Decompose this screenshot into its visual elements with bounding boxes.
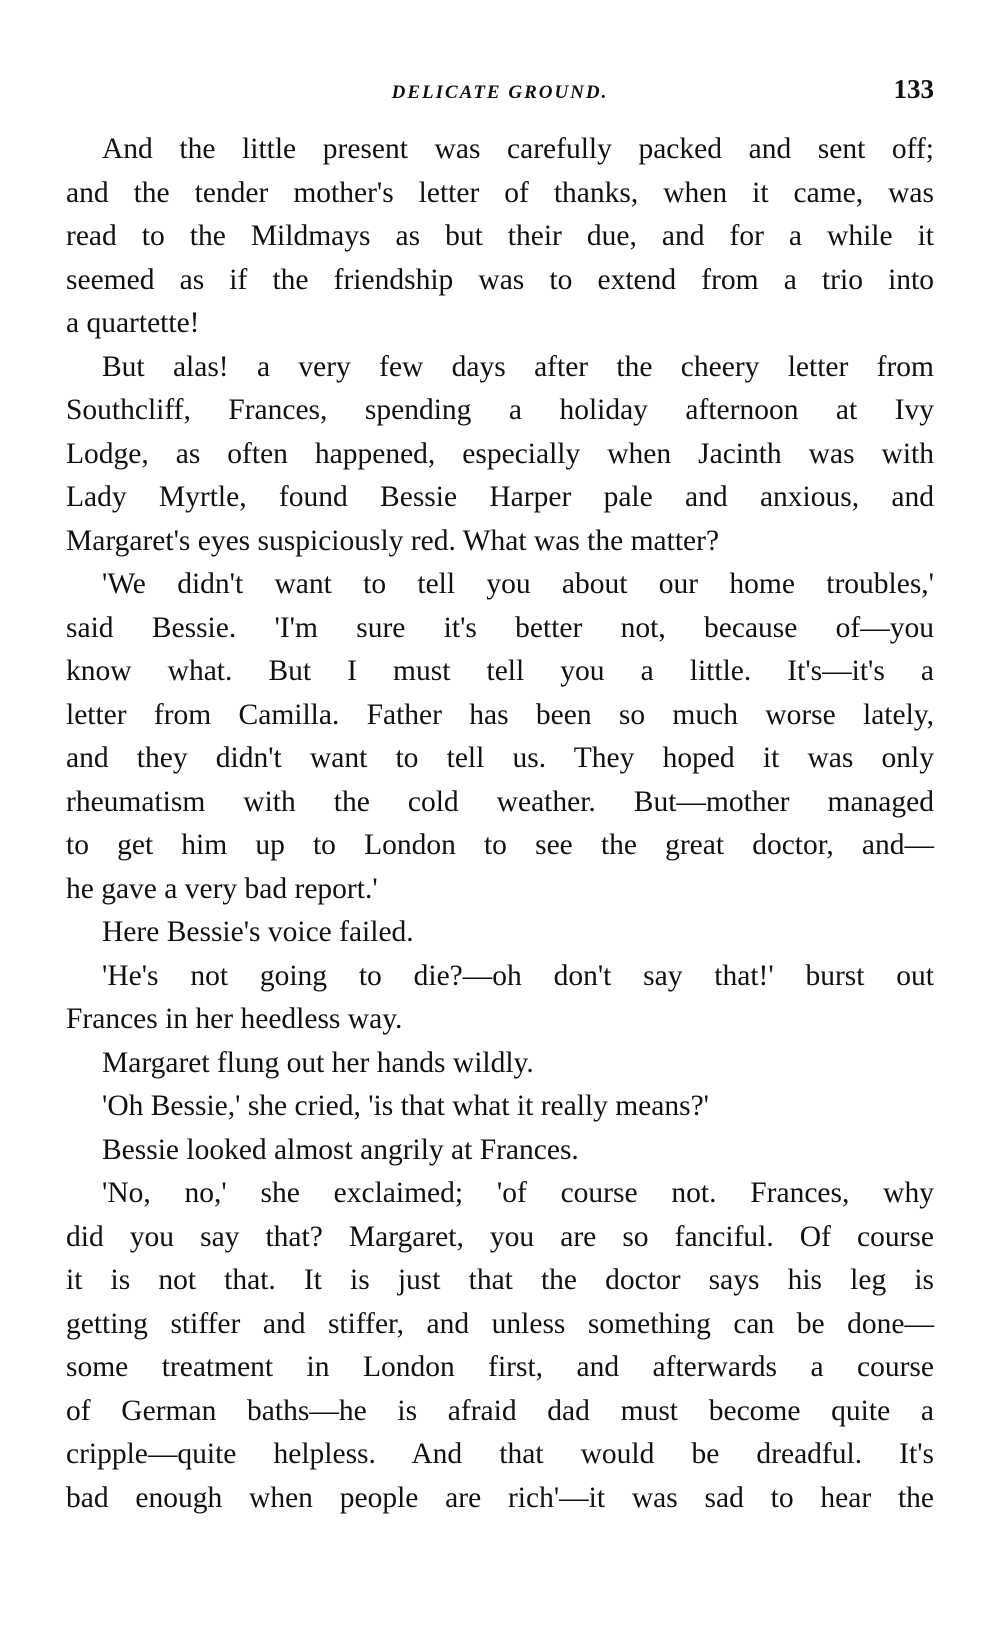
text-line: bad enough when people are rich'—it was sad to hear the: [66, 1481, 934, 1514]
text-line: and they didn't want to tell us. They hoped it was only: [66, 742, 934, 774]
text-line: But alas! a very few days after the cheery letter from: [102, 350, 934, 383]
text-line: rheumatism with the cold weather. But—mother managed: [66, 785, 934, 818]
text-line: Margaret flung out her hands wildly.: [102, 1046, 534, 1079]
text-line: Here Bessie's voice failed.: [102, 916, 414, 948]
text-line: Lady Myrtle, found Bessie Harper pale and anxious, and: [66, 481, 934, 513]
text-line: Southcliff, Frances, spending a holiday afternoon at Ivy: [66, 394, 934, 426]
running-head: [66, 74, 934, 114]
text-line: Bessie looked almost angrily at Frances.: [102, 1133, 579, 1166]
text-line: did you say that? Margaret, you are so fanciful. Of course: [66, 1220, 934, 1253]
text-line: And the little present was carefully packed and sent off;: [102, 133, 934, 165]
text-line: 'Oh Bessie,' she cried, 'is that what it really means?': [102, 1090, 709, 1122]
text-line: said Bessie. 'I'm sure it's better not, because of—you: [66, 611, 934, 644]
text-line: letter from Camilla. Father has been so much worse lately,: [66, 698, 934, 731]
text-line: a quartette!: [66, 307, 200, 339]
running-title: DELICATE GROUND.: [391, 82, 609, 103]
text-line: read to the Mildmays as but their due, and for a while it: [66, 220, 934, 252]
text-line: 'We didn't want to tell you about our home troubles,': [102, 568, 934, 600]
text-line: some treatment in London first, and afterwards a course: [66, 1351, 934, 1383]
text-line: and the tender mother's letter of thanks, when it came, was: [66, 176, 934, 209]
body-text: [66, 128, 934, 1520]
page-number: 133: [893, 74, 934, 104]
text-line: of German baths—he is afraid dad must become quite a: [66, 1394, 934, 1427]
text-line: Margaret's eyes suspiciously red. What was the matter?: [66, 524, 720, 557]
text-line: 'No, no,' she exclaimed; 'of course not. Frances, why: [102, 1177, 934, 1209]
text-line: cripple—quite helpless. And that would be dreadful. It's: [66, 1438, 934, 1470]
text-line: getting stiffer and stiffer, and unless something can be done—: [66, 1307, 934, 1340]
text-line: to get him up to London to see the great doctor, and—: [66, 829, 934, 861]
text-line: he gave a very bad report.': [66, 872, 378, 905]
text-line: seemed as if the friendship was to extend from a trio into: [66, 263, 934, 296]
text-line: it is not that. It is just that the doctor says his leg is: [66, 1264, 934, 1296]
text-line: know what. But I must tell you a little. It's—it's a: [66, 655, 934, 687]
text-line: Frances in her heedless way.: [66, 1003, 403, 1035]
text-line: Lodge, as often happened, especially when Jacinth was with: [66, 437, 934, 470]
text-line: 'He's not going to die?—oh don't say that!' burst out: [102, 959, 934, 992]
